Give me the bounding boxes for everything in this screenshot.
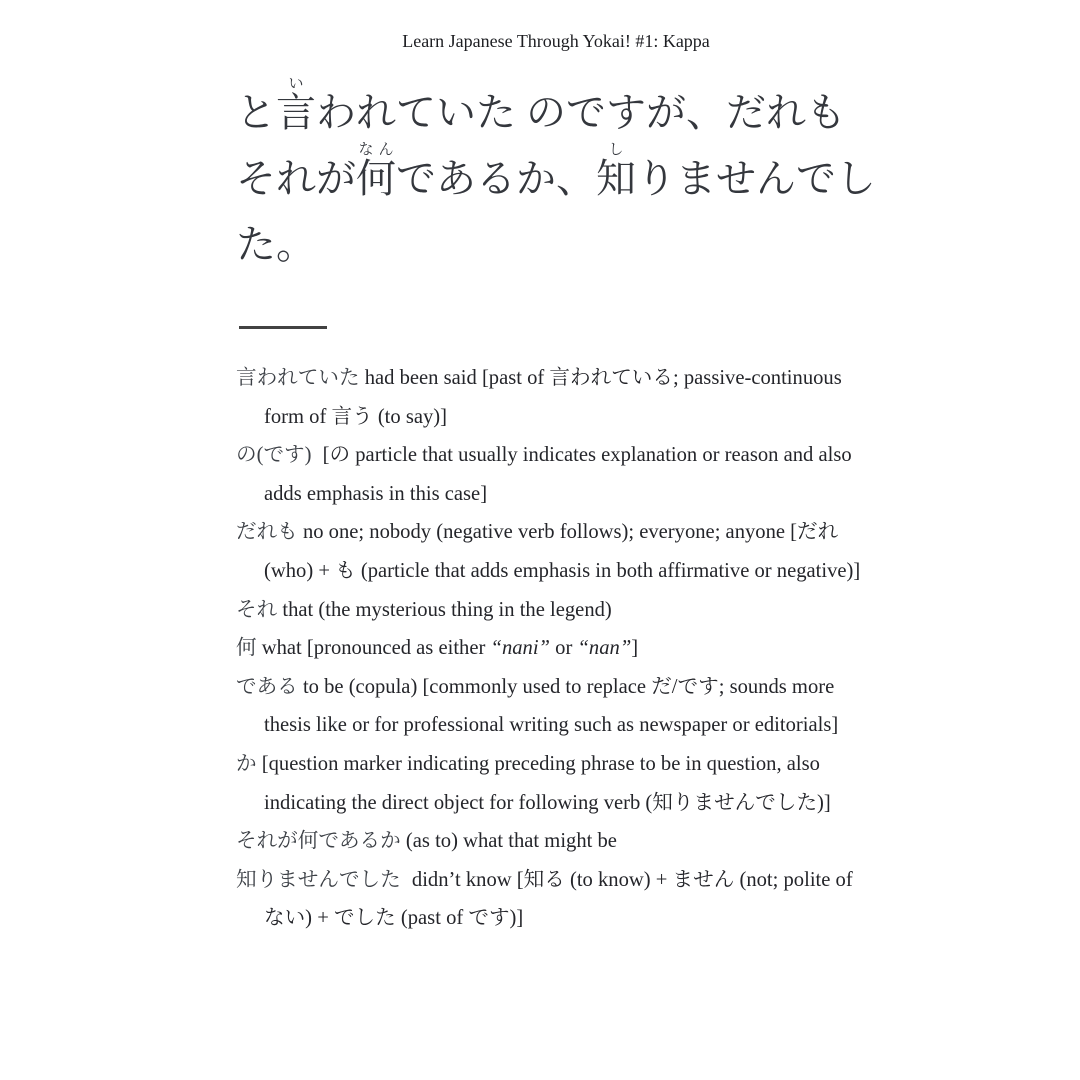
vocab-entry: だれも no one; nobody (negative verb follows); everyone; anyone [だれ (who) + も (particle that adds emphasis in both affirmative or negative)] — [236, 521, 861, 582]
vocab-term: 言われていた — [236, 367, 360, 389]
vocab-entry: か [question marker indicating preceding phrase to be in question, also indicating the direct object for following verb (知りませんでした)] — [236, 752, 831, 814]
vocab-term: の(です) — [236, 444, 312, 467]
vocab-entry: それが何であるか (as to) what that might be — [236, 830, 617, 853]
vocab-term: か — [236, 752, 257, 775]
section-divider — [239, 326, 327, 329]
furigana-ruby: 言い — [276, 76, 316, 135]
vocab-entry: 言われていた had been said [past of 言われている; passive-continuous form of 言う (to say)] — [236, 367, 842, 428]
vocab-list — [236, 359, 876, 938]
vocab-entry: 何 what [pronounced as either “nani” or “nan”] — [236, 637, 639, 660]
japanese-sentence: と言いわれていた のですが、だれも それが何なんであるか、知しりませんでした。 — [236, 76, 876, 267]
furigana-ruby: 知し — [596, 142, 636, 201]
vocab-term: それ — [236, 598, 278, 621]
document-page — [236, 0, 876, 938]
vocab-term: だれも — [236, 521, 298, 544]
vocab-entry: の(です) [の particle that usually indicates explanation or reason and also adds emphasis in this case] — [236, 444, 852, 505]
furigana-ruby: 何なん — [356, 142, 396, 201]
vocab-term: 知りませんでした — [236, 868, 401, 891]
page-title: Learn Japanese Through Yokai! #1: Kappa — [402, 31, 710, 51]
vocab-entry: 知りませんでした didn’t know [知る (to know) + ません (not; polite of ない) + でした (past of です)] — [236, 868, 853, 930]
vocab-definition-italic: “nan” — [577, 637, 632, 660]
vocab-definition-italic: “nani” — [490, 637, 551, 660]
vocab-term: 何 — [236, 637, 257, 660]
vocab-entry: それ that (the mysterious thing in the legend) — [236, 598, 612, 621]
vocab-term: である — [236, 675, 298, 698]
vocab-entry: である to be (copula) [commonly used to replace だ/です; sounds more thesis like or for professional writing such as newspaper or editorials] — [236, 675, 839, 737]
vocab-term: それが何であるか — [236, 830, 401, 853]
